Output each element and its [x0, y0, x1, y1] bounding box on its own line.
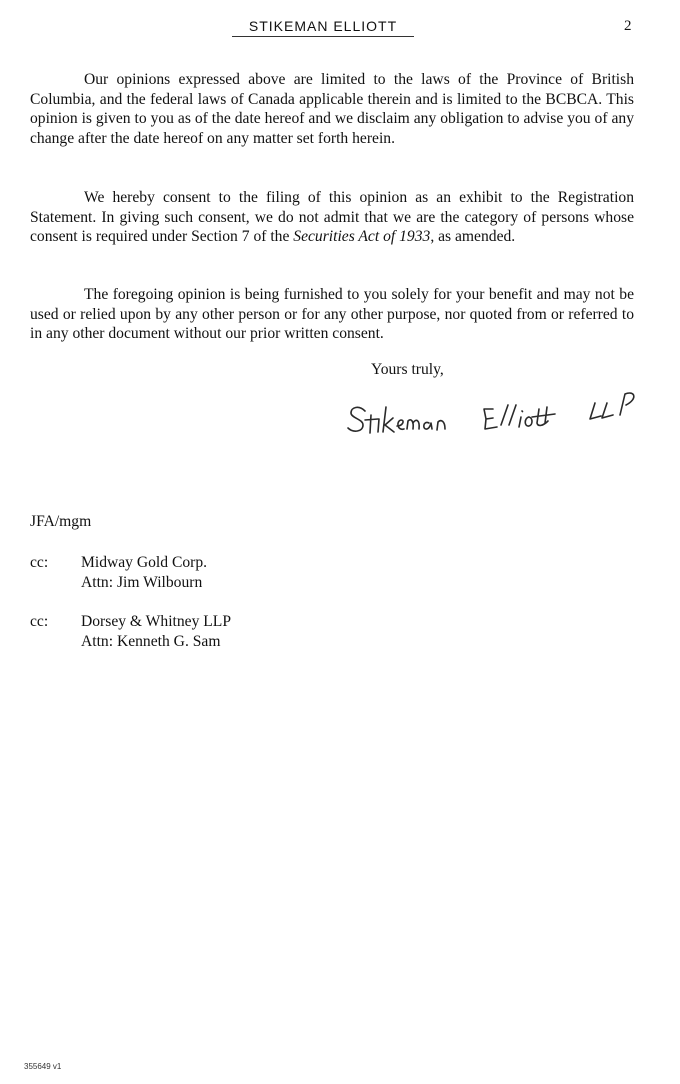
cc-address: [81, 612, 231, 652]
cc-attention: Attn: Kenneth G. Sam: [81, 633, 221, 650]
consent-text-end: , as amended.: [430, 228, 516, 246]
page-number: 2: [624, 18, 632, 34]
typist-initials: JFA/mgm: [30, 513, 92, 530]
signature-text: Stikeman Elliott LLP: [345, 385, 354, 386]
cc-company: Dorsey & Whitney LLP: [81, 613, 231, 630]
cc-label: cc:: [30, 554, 49, 571]
securities-act-title: Securities Act of 1933: [293, 228, 431, 246]
closing-salutation: Yours truly,: [371, 361, 444, 378]
paragraph-opinion-scope: Our opinions expressed above are limited to the laws of the Province of British Columbia, and the federal laws of Canada applicable therein and is limited to the BCBCA. This opinion is given to you as of the date hereof and we disclaim any obligation to advise you of any change after the date hereof on any matter set forth herein.: [30, 71, 634, 147]
document-id: 355649 v1: [24, 1062, 62, 1071]
paragraph-reliance: The foregoing opinion is being furnished to you solely for your benefit and may not be used or relied upon by any other person or for any other purpose, nor quoted from or referred to in any other document without our prior written consent.: [30, 286, 634, 343]
cc-company: Midway Gold Corp.: [81, 554, 208, 571]
consent-text: We hereby consent to the filing of this opinion as an exhibit to the Registration Statement. In giving such consent, we do not admit that we are the category of persons whose consent is required under Section 7 of the: [30, 189, 634, 246]
paragraph-consent: [30, 188, 634, 247]
cc-address: [81, 553, 207, 593]
page-header: [0, 18, 680, 42]
firm-name-header: STIKEMAN ELLIOTT: [232, 18, 414, 37]
cc-attention: Attn: Jim Wilbourn: [81, 574, 203, 591]
cc-label: cc:: [30, 613, 49, 630]
handwritten-signature: [345, 385, 650, 445]
